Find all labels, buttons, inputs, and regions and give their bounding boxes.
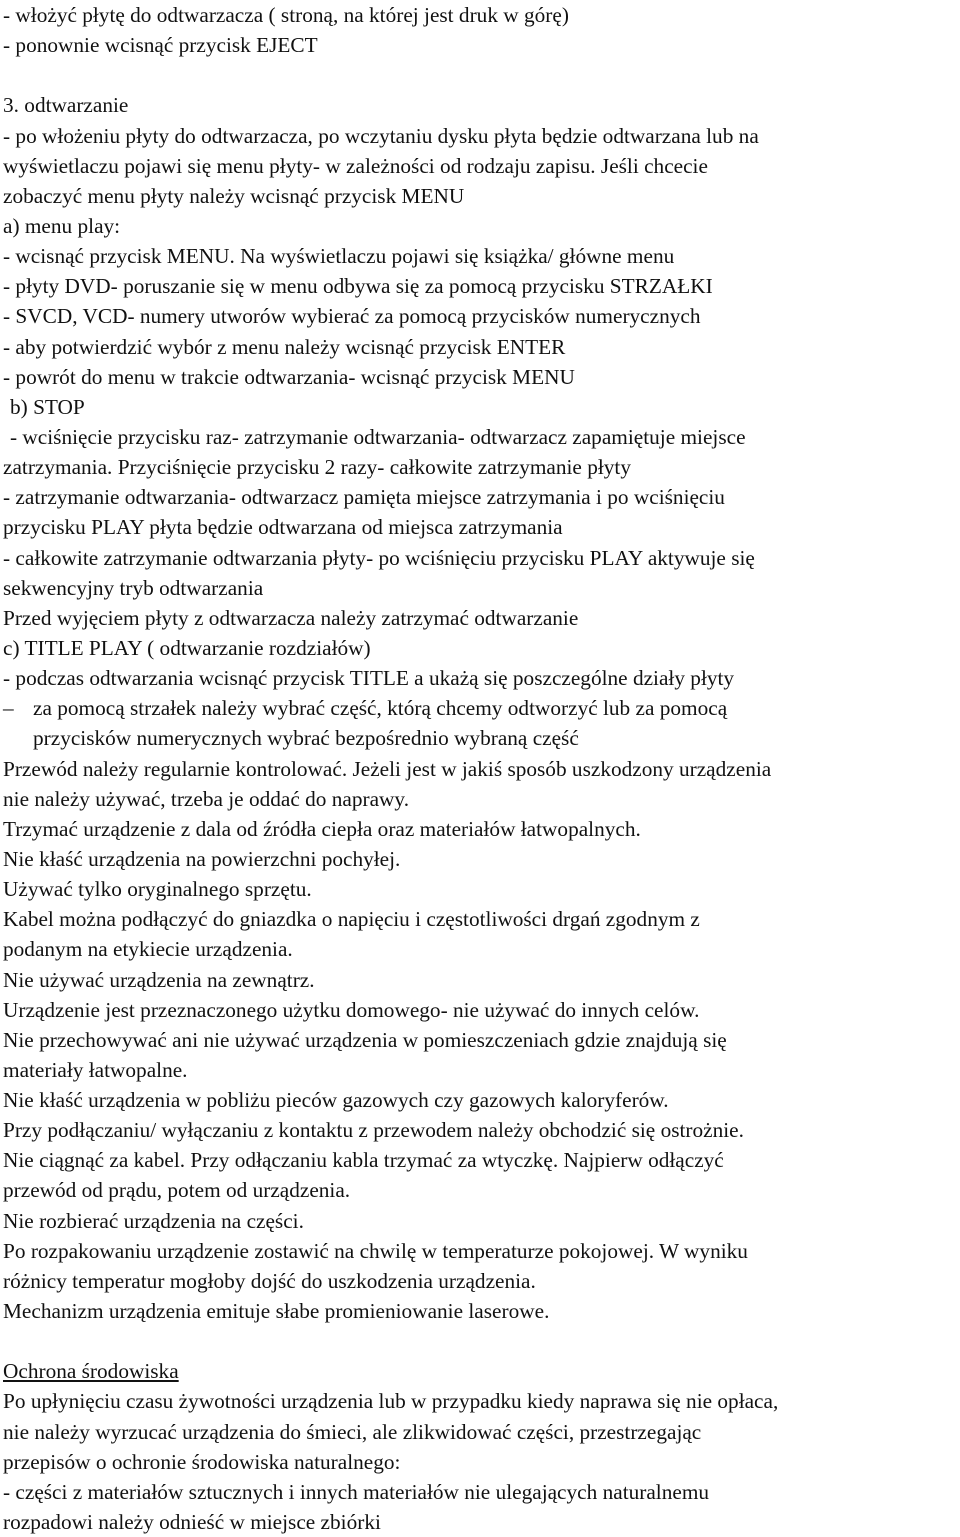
text-line: - aby potwierdzić wybór z menu należy wcisnąć przycisk ENTER: [3, 334, 566, 359]
text-line: materiały łatwopalne.: [3, 1057, 188, 1082]
text-line: przycisku PLAY płyta będzie odtwarzana od miejsca zatrzymania: [3, 515, 563, 540]
text-line: Po rozpakowaniu urządzenie zostawić na chwilę w temperaturze pokojowej. W wyniku: [3, 1238, 748, 1263]
text-line: - zatrzymanie odtwarzania- odtwarzacz pamięta miejsce zatrzymania i po wciśnięciu: [3, 485, 725, 510]
text-line: przepisów o ochronie środowiska naturalnego:: [3, 1449, 401, 1474]
subheading-menu-play: a) menu play:: [3, 213, 121, 238]
text-line: zobaczyć menu płyty należy wcisnąć przycisk MENU: [3, 183, 465, 208]
text-line: zatrzymania. Przyciśnięcie przycisku 2 razy- całkowite zatrzymanie płyty: [3, 455, 631, 480]
text-line: - części z materiałów sztucznych i innych materiałów nie ulegających naturalnemu: [3, 1479, 710, 1504]
text-line: nie należy używać, trzeba je oddać do naprawy.: [3, 786, 410, 811]
text-line: - włożyć płytę do odtwarzacza ( stroną, na której jest druk w górę): [3, 3, 569, 27]
text-line: Nie kłaść urządzenia na powierzchni pochyłej.: [3, 846, 401, 871]
text-line: Nie używać urządzenia na zewnątrz.: [3, 967, 315, 992]
dash-marker: –: [3, 696, 14, 721]
text-line: Przy podłączaniu/ wyłączaniu z kontaktu z przewodem należy obchodzić się ostrożnie.: [3, 1118, 744, 1143]
text-line: nie należy wyrzucać urządzenia do śmieci, ale zlikwidować części, przestrzegając: [3, 1419, 702, 1444]
text-line: Kabel można podłączyć do gniazdka o napięciu i częstotliwości drgań zgodnym z: [3, 907, 700, 932]
text-line: Nie kłaść urządzenia w pobliżu pieców gazowych czy gazowych kaloryferów.: [3, 1088, 669, 1113]
text-line: podanym na etykiecie urządzenia.: [3, 937, 293, 962]
text-line: sekwencyjny tryb odtwarzania: [3, 575, 264, 600]
subheading-title-play: c) TITLE PLAY ( odtwarzanie rozdziałów): [3, 635, 371, 660]
text-line: - płyty DVD- poruszanie się w menu odbywa się za pomocą przycisku STRZAŁKI: [3, 274, 713, 299]
text-line: - wcisnąć przycisk MENU. Na wyświetlaczu pojawi się książka/ główne menu: [3, 244, 675, 269]
text-line: Przed wyjęciem płyty z odtwarzacza należy zatrzymać odtwarzanie: [3, 605, 579, 630]
text-line: Trzymać urządzenie z dala od źródła ciepła oraz materiałów łatwopalnych.: [3, 816, 641, 841]
list-item: [3, 693, 960, 723]
text-line: - podczas odtwarzania wcisnąć przycisk TITLE a ukażą się poszczególne działy płyty: [3, 666, 735, 691]
section-heading-playback: 3. odtwarzanie: [3, 93, 129, 118]
blank-line: [3, 60, 960, 90]
list-item-text: za pomocą strzałek należy wybrać część, którą chcemy odtworzyć lub za pomocą: [33, 696, 728, 721]
text-line: rozpadowi należy odnieść w miejsce zbiórki: [3, 1510, 381, 1535]
text-line: Nie ciągnąć za kabel. Przy odłączaniu kabla trzymać za wtyczkę. Najpierw odłączyć: [3, 1148, 724, 1173]
text-line: Używać tylko oryginalnego sprzętu.: [3, 877, 312, 902]
text-line: Urządzenie jest przeznaczonego użytku domowego- nie używać do innych celów.: [3, 997, 700, 1022]
text-line: różnicy temperatur mogłoby dojść do uszkodzenia urządzenia.: [3, 1268, 536, 1293]
text-line: - ponownie wcisnąć przycisk EJECT: [3, 33, 318, 58]
text-line: przycisków numerycznych wybrać bezpośrednio wybraną część: [33, 726, 579, 751]
text-line: - wciśnięcie przycisku raz- zatrzymanie odtwarzania- odtwarzacz zapamiętuje miejsce: [10, 424, 746, 449]
text-line: - SVCD, VCD- numery utworów wybierać za pomocą przycisków numerycznych: [3, 304, 701, 329]
subheading-stop: b) STOP: [10, 394, 85, 419]
text-line: przewód od prądu, potem od urządzenia.: [3, 1178, 351, 1203]
text-line: wyświetlaczu pojawi się menu płyty- w zależności od rodzaju zapisu. Jeśli chcecie: [3, 153, 708, 178]
text-line: - całkowite zatrzymanie odtwarzania płyty- po wciśnięciu przycisku PLAY aktywuje się: [3, 545, 755, 570]
text-line: Przewód należy regularnie kontrolować. Jeżeli jest w jakiś sposób uszkodzony urządzenia: [3, 756, 772, 781]
text-line: Po upłynięciu czasu żywotności urządzenia lub w przypadku kiedy naprawa się nie opłaca,: [3, 1389, 779, 1414]
text-line: - powrót do menu w trakcie odtwarzania- wcisnąć przycisk MENU: [3, 364, 575, 389]
section-heading-environment: Ochrona środowiska: [3, 1359, 179, 1384]
text-line: - po włożeniu płyty do odtwarzacza, po wczytaniu dysku płyta będzie odtwarzana lub na: [3, 123, 759, 148]
text-line: Nie rozbierać urządzenia na części.: [3, 1208, 304, 1233]
text-line: Mechanizm urządzenia emituje słabe promieniowanie laserowe.: [3, 1299, 550, 1324]
blank-line: [3, 1326, 960, 1356]
text-line: Nie przechowywać ani nie używać urządzenia w pomieszczeniach gdzie znajdują się: [3, 1027, 727, 1052]
